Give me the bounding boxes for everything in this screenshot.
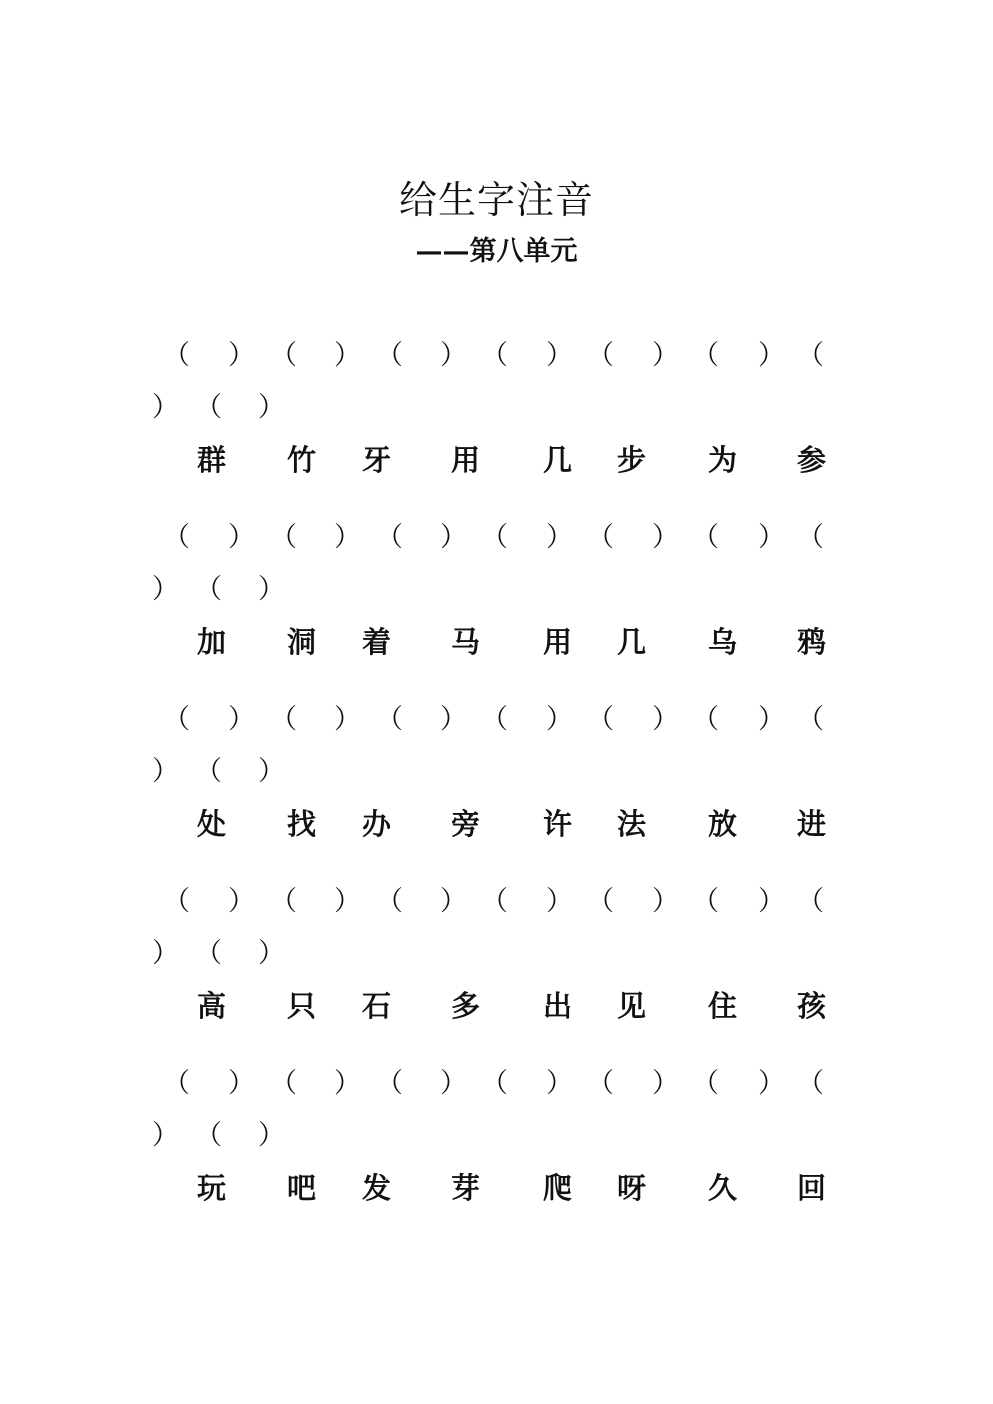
answer-blank-close: ）	[758, 1068, 785, 1099]
answer-blank-close: ）	[652, 1068, 679, 1099]
answer-blank-close: ）	[652, 522, 679, 553]
answer-blank-close: ）	[152, 392, 179, 423]
answer-blank-close: ）	[652, 704, 679, 735]
answer-blank-close: ）	[334, 704, 361, 735]
answer-blank-close: ）	[440, 340, 467, 371]
answer-blank-open: （	[270, 340, 297, 371]
answer-blank-open: （	[163, 340, 190, 371]
hanzi-character: 玩	[197, 1171, 227, 1205]
hanzi-character: 吧	[287, 1171, 317, 1205]
hanzi-character: 住	[708, 989, 738, 1023]
answer-blank-open: （	[195, 756, 222, 787]
hanzi-character: 用	[543, 625, 573, 659]
answer-blank-open: （	[797, 340, 824, 371]
hanzi-character: 找	[287, 807, 317, 841]
answer-blank-close: ）	[258, 756, 285, 787]
answer-blank-open: （	[692, 1068, 719, 1099]
hanzi-character: 孩	[797, 989, 827, 1023]
exercise-group-2	[0, 518, 993, 698]
hanzi-character: 着	[362, 625, 392, 659]
answer-blank-open: （	[195, 938, 222, 969]
answer-blank-open: （	[587, 886, 614, 917]
hanzi-character: 旁	[451, 807, 481, 841]
answer-blank-close: ）	[440, 704, 467, 735]
answer-blank-close: ）	[258, 392, 285, 423]
answer-blank-open: （	[270, 886, 297, 917]
answer-blank-open: （	[376, 886, 403, 917]
hanzi-character: 法	[617, 807, 647, 841]
answer-blank-close: ）	[258, 574, 285, 605]
answer-blank-open: （	[692, 704, 719, 735]
hanzi-character: 群	[197, 443, 227, 477]
answer-blank-open: （	[163, 886, 190, 917]
hanzi-character: 为	[708, 443, 738, 477]
answer-blank-close: ）	[228, 704, 255, 735]
hanzi-character: 洞	[287, 625, 317, 659]
answer-blank-close: ）	[546, 704, 573, 735]
hanzi-character: 办	[362, 807, 392, 841]
hanzi-character: 乌	[708, 625, 738, 659]
hanzi-character: 久	[708, 1171, 738, 1205]
answer-blank-close: ）	[334, 886, 361, 917]
answer-blank-open: （	[692, 522, 719, 553]
hanzi-character: 马	[451, 625, 481, 659]
answer-blank-open: （	[163, 522, 190, 553]
answer-blank-open: （	[481, 340, 508, 371]
hanzi-character: 爬	[543, 1171, 573, 1205]
answer-blank-close: ）	[758, 886, 785, 917]
hanzi-character: 回	[797, 1171, 827, 1205]
answer-blank-open: （	[797, 522, 824, 553]
exercise-group-1	[0, 336, 993, 516]
hanzi-character: 见	[617, 989, 647, 1023]
answer-blank-close: ）	[546, 340, 573, 371]
answer-blank-close: ）	[546, 1068, 573, 1099]
answer-blank-open: （	[376, 1068, 403, 1099]
hanzi-character: 鸦	[797, 625, 827, 659]
answer-blank-close: ）	[228, 886, 255, 917]
hanzi-character: 只	[287, 989, 317, 1023]
answer-blank-close: ）	[228, 522, 255, 553]
exercise-group-5	[0, 1064, 993, 1244]
answer-blank-open: （	[587, 1068, 614, 1099]
hanzi-character: 用	[451, 443, 481, 477]
answer-blank-open: （	[797, 886, 824, 917]
exercise-group-4	[0, 882, 993, 1062]
answer-blank-close: ）	[258, 1120, 285, 1151]
answer-blank-close: ）	[152, 756, 179, 787]
answer-blank-close: ）	[546, 886, 573, 917]
hanzi-character: 参	[797, 443, 827, 477]
answer-blank-open: （	[195, 574, 222, 605]
answer-blank-open: （	[195, 392, 222, 423]
hanzi-character: 竹	[287, 443, 317, 477]
answer-blank-close: ）	[546, 522, 573, 553]
page-title: 给生字注音	[398, 178, 594, 222]
hanzi-character: 发	[362, 1171, 392, 1205]
answer-blank-open: （	[797, 704, 824, 735]
answer-blank-close: ）	[440, 1068, 467, 1099]
hanzi-character: 呀	[617, 1171, 647, 1205]
page-subtitle: ——第八单元	[415, 236, 578, 267]
answer-blank-open: （	[376, 522, 403, 553]
answer-blank-open: （	[587, 704, 614, 735]
answer-blank-open: （	[481, 1068, 508, 1099]
hanzi-character: 高	[197, 989, 227, 1023]
hanzi-character: 牙	[362, 443, 392, 477]
hanzi-character: 出	[543, 989, 573, 1023]
answer-blank-close: ）	[758, 340, 785, 371]
answer-blank-close: ）	[334, 340, 361, 371]
answer-blank-open: （	[692, 886, 719, 917]
hanzi-character: 多	[451, 989, 481, 1023]
answer-blank-open: （	[797, 1068, 824, 1099]
answer-blank-close: ）	[228, 1068, 255, 1099]
hanzi-character: 几	[543, 443, 573, 477]
answer-blank-open: （	[270, 704, 297, 735]
answer-blank-open: （	[692, 340, 719, 371]
answer-blank-close: ）	[334, 522, 361, 553]
hanzi-character: 芽	[451, 1171, 481, 1205]
hanzi-character: 几	[617, 625, 647, 659]
answer-blank-close: ）	[152, 574, 179, 605]
answer-blank-open: （	[195, 1120, 222, 1151]
answer-blank-open: （	[481, 704, 508, 735]
answer-blank-close: ）	[258, 938, 285, 969]
answer-blank-open: （	[587, 340, 614, 371]
hanzi-character: 处	[197, 807, 227, 841]
answer-blank-close: ）	[334, 1068, 361, 1099]
answer-blank-open: （	[270, 1068, 297, 1099]
answer-blank-close: ）	[440, 522, 467, 553]
answer-blank-close: ）	[652, 886, 679, 917]
answer-blank-open: （	[481, 886, 508, 917]
hanzi-character: 石	[362, 989, 392, 1023]
hanzi-character: 加	[197, 625, 227, 659]
answer-blank-close: ）	[758, 704, 785, 735]
answer-blank-open: （	[376, 704, 403, 735]
answer-blank-close: ）	[758, 522, 785, 553]
answer-blank-close: ）	[152, 1120, 179, 1151]
answer-blank-close: ）	[652, 340, 679, 371]
answer-blank-open: （	[481, 522, 508, 553]
answer-blank-open: （	[587, 522, 614, 553]
hanzi-character: 进	[797, 807, 827, 841]
hanzi-character: 许	[543, 807, 573, 841]
answer-blank-open: （	[376, 340, 403, 371]
answer-blank-open: （	[163, 704, 190, 735]
answer-blank-close: ）	[440, 886, 467, 917]
exercise-group-3	[0, 700, 993, 880]
hanzi-character: 步	[617, 443, 647, 477]
answer-blank-open: （	[270, 522, 297, 553]
answer-blank-open: （	[163, 1068, 190, 1099]
answer-blank-close: ）	[228, 340, 255, 371]
answer-blank-close: ）	[152, 938, 179, 969]
hanzi-character: 放	[708, 807, 738, 841]
